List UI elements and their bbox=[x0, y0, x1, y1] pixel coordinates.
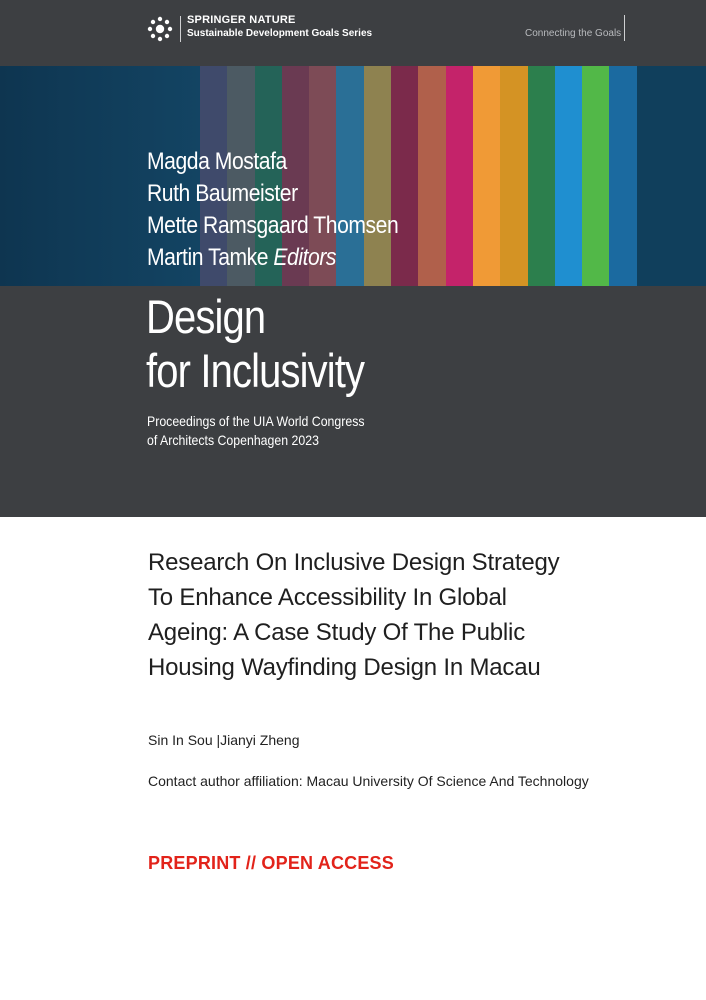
sdg-stripe-10 bbox=[446, 66, 473, 286]
sdg-stripe-14 bbox=[555, 66, 582, 286]
sdg-stripe-11 bbox=[473, 66, 500, 286]
book-title bbox=[146, 290, 403, 398]
paper-title-line: To Enhance Accessibility In Global bbox=[148, 584, 507, 611]
book-title-line: for Inclusivity bbox=[146, 344, 365, 397]
editors-block bbox=[147, 146, 433, 274]
sdg-stripe-16 bbox=[609, 66, 636, 286]
book-subtitle bbox=[147, 412, 394, 450]
book-subtitle-line: of Architects Copenhagen 2023 bbox=[147, 432, 319, 448]
logo-divider bbox=[180, 16, 181, 42]
editor-name: Ruth Baumeister bbox=[147, 180, 298, 207]
sdg-stripe-13 bbox=[528, 66, 555, 286]
paper-title-line: Housing Wayfinding Design In Macau bbox=[148, 654, 541, 681]
paper-title-line: Research On Inclusive Design Strategy bbox=[148, 549, 560, 576]
preprint-label: PREPRINT // OPEN ACCESS bbox=[148, 853, 394, 873]
series-tagline: Connecting the Goals bbox=[525, 28, 622, 39]
paper-header bbox=[148, 545, 668, 685]
series-name: Sustainable Development Goals Series bbox=[187, 28, 373, 39]
paper-title bbox=[148, 545, 668, 685]
sdg-stripe-15 bbox=[582, 66, 609, 286]
sdg-stripe-12 bbox=[500, 66, 527, 286]
tagline-rule bbox=[624, 15, 625, 41]
editor-name-with-role bbox=[147, 242, 398, 274]
paper-authors: Sin In Sou |Jianyi Zheng bbox=[148, 732, 300, 748]
paper-title-line: Ageing: A Case Study Of The Public bbox=[148, 619, 525, 646]
brand-name: SPRINGER NATURE bbox=[187, 14, 296, 26]
springer-nature-logo-icon bbox=[147, 16, 173, 42]
publisher-bar bbox=[0, 0, 706, 66]
editors-role: Editors bbox=[273, 244, 337, 271]
author-affiliation: Contact author affiliation: Macau University Of Science And Technology bbox=[148, 773, 589, 789]
book-subtitle-line: Proceedings of the UIA World Congress bbox=[147, 413, 365, 429]
editor-name: Mette Ramsgaard Thomsen bbox=[147, 212, 399, 239]
editor-name: Martin Tamke bbox=[147, 244, 269, 271]
book-title-line: Design bbox=[146, 290, 266, 343]
editor-name: Magda Mostafa bbox=[147, 148, 287, 175]
